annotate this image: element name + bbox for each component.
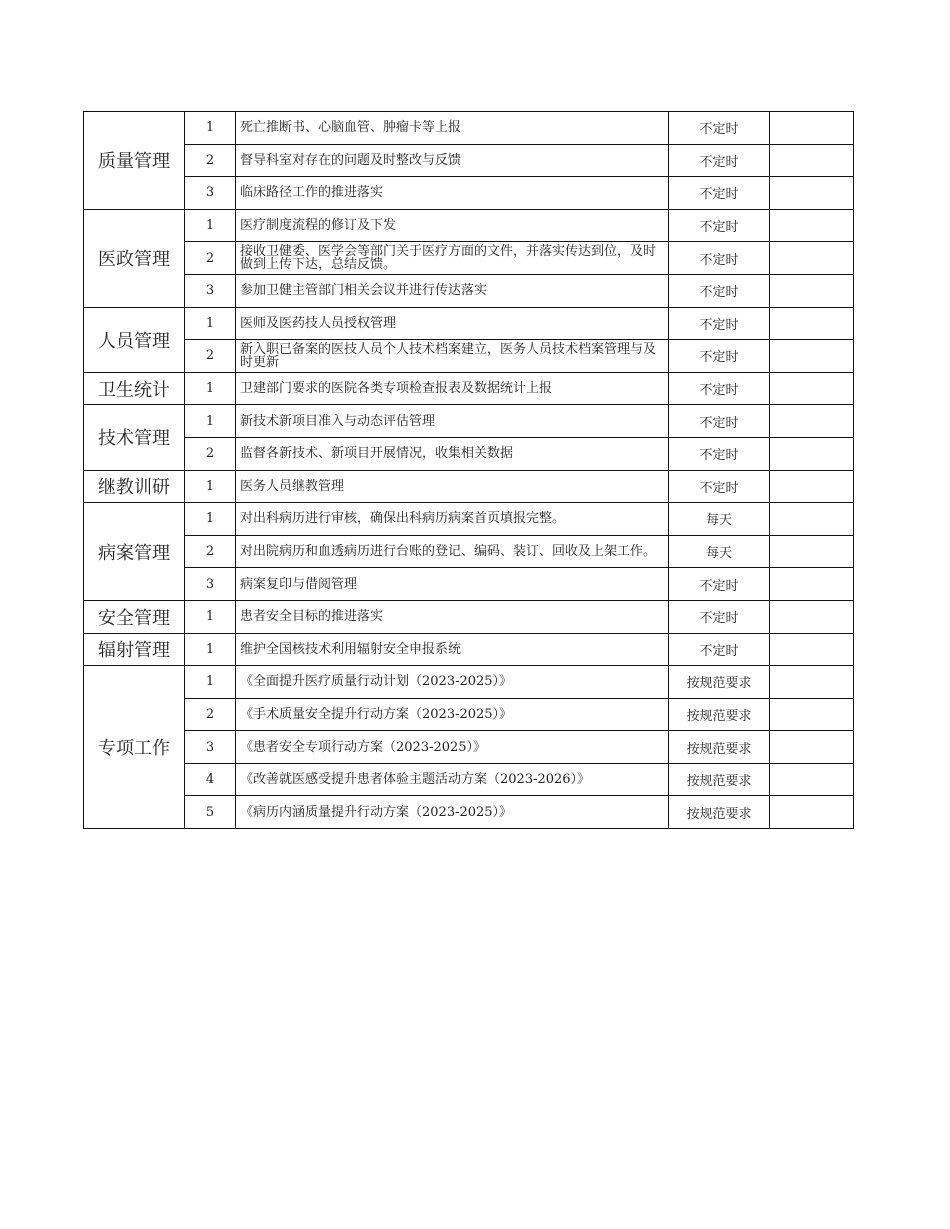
item-frequency-cell: 按规范要求 [669,731,770,764]
item-number-cell: 1 [185,666,236,699]
item-remark-cell [770,535,854,568]
item-frequency-cell: 不定时 [669,242,770,275]
item-frequency-cell: 不定时 [669,600,770,633]
item-number-cell: 1 [185,372,236,405]
item-remark-cell [770,796,854,829]
category-cell: 医政管理 [84,209,185,307]
work-plan-body [84,112,854,829]
item-content-cell: 《改善就医感受提升患者体验主题活动方案（2023-2026）》 [236,763,669,796]
table-row [84,666,854,699]
item-number-cell: 1 [185,209,236,242]
item-frequency-cell: 不定时 [669,405,770,438]
item-number-cell: 3 [185,177,236,210]
item-content-cell: 病案复印与借阅管理 [236,568,669,601]
table-row [84,274,854,307]
category-cell: 专项工作 [84,666,185,829]
table-row [84,340,854,373]
item-content-cell: 临床路径工作的推进落实 [236,177,669,210]
item-number-cell: 2 [185,437,236,470]
table-row [84,763,854,796]
item-remark-cell [770,633,854,666]
table-row [84,568,854,601]
item-number-cell: 5 [185,796,236,829]
category-cell: 卫生统计 [84,372,185,405]
category-cell: 辐射管理 [84,633,185,666]
item-remark-cell [770,372,854,405]
item-number-cell: 3 [185,568,236,601]
category-cell: 质量管理 [84,112,185,210]
work-plan-table [83,111,854,829]
item-remark-cell [770,209,854,242]
item-remark-cell [770,568,854,601]
item-content-cell: 接收卫健委、医学会等部门关于医疗方面的文件，并落实传达到位，及时做到上传下达，总结反馈。 [236,242,669,275]
item-content-cell: 《全面提升医疗质量行动计划（2023-2025）》 [236,666,669,699]
item-remark-cell [770,470,854,503]
item-content-cell: 医师及医药技人员授权管理 [236,307,669,340]
item-content-cell: 医疗制度流程的修订及下发 [236,209,669,242]
item-content-cell: 维护全国核技术利用辐射安全申报系统 [236,633,669,666]
item-frequency-cell: 不定时 [669,633,770,666]
item-number-cell: 2 [185,340,236,373]
item-remark-cell [770,177,854,210]
item-content-cell: 新技术新项目准入与动态评估管理 [236,405,669,438]
table-row [84,503,854,536]
item-number-cell: 3 [185,274,236,307]
item-content-cell: 医务人员继教管理 [236,470,669,503]
category-cell: 病案管理 [84,503,185,601]
category-cell: 安全管理 [84,600,185,633]
table-row [84,731,854,764]
item-content-cell: 对出科病历进行审核，确保出科病历病案首页填报完整。 [236,503,669,536]
item-number-cell: 1 [185,600,236,633]
item-frequency-cell: 按规范要求 [669,698,770,731]
item-number-cell: 4 [185,763,236,796]
table-row [84,698,854,731]
table-row [84,112,854,145]
table-row [84,470,854,503]
item-number-cell: 1 [185,307,236,340]
item-frequency-cell: 不定时 [669,470,770,503]
item-frequency-cell: 按规范要求 [669,796,770,829]
table-row [84,209,854,242]
item-remark-cell [770,340,854,373]
item-remark-cell [770,307,854,340]
item-content-cell: 患者安全目标的推进落实 [236,600,669,633]
table-row [84,242,854,275]
item-number-cell: 1 [185,405,236,438]
table-row [84,633,854,666]
table-row [84,177,854,210]
item-frequency-cell: 不定时 [669,568,770,601]
item-frequency-cell: 不定时 [669,372,770,405]
item-number-cell: 2 [185,535,236,568]
item-frequency-cell: 不定时 [669,209,770,242]
item-remark-cell [770,405,854,438]
item-content-cell: 监督各新技术、新项目开展情况，收集相关数据 [236,437,669,470]
item-content-cell: 督导科室对存在的问题及时整改与反馈 [236,144,669,177]
item-remark-cell [770,274,854,307]
table-row [84,535,854,568]
item-frequency-cell: 不定时 [669,177,770,210]
item-content-cell: 《患者安全专项行动方案（2023-2025）》 [236,731,669,764]
category-cell: 技术管理 [84,405,185,470]
table-row [84,372,854,405]
category-cell: 人员管理 [84,307,185,372]
item-remark-cell [770,731,854,764]
item-frequency-cell: 按规范要求 [669,763,770,796]
item-number-cell: 2 [185,698,236,731]
item-content-cell: 死亡推断书、心脑血管、肿瘤卡等上报 [236,112,669,145]
table-row [84,437,854,470]
table-row [84,307,854,340]
item-content-cell: 参加卫健主管部门相关会议并进行传达落实 [236,274,669,307]
table-row [84,600,854,633]
item-frequency-cell: 不定时 [669,144,770,177]
table-row [84,796,854,829]
item-remark-cell [770,666,854,699]
item-remark-cell [770,698,854,731]
item-content-cell: 对出院病历和血透病历进行台账的登记、编码、装订、回收及上架工作。 [236,535,669,568]
item-number-cell: 2 [185,144,236,177]
item-frequency-cell: 不定时 [669,307,770,340]
item-remark-cell [770,112,854,145]
item-content-cell: 卫建部门要求的医院各类专项检查报表及数据统计上报 [236,372,669,405]
item-number-cell: 2 [185,242,236,275]
item-content-cell: 《病历内涵质量提升行动方案（2023-2025）》 [236,796,669,829]
item-frequency-cell: 不定时 [669,274,770,307]
table-row [84,144,854,177]
item-frequency-cell: 不定时 [669,340,770,373]
item-remark-cell [770,763,854,796]
item-frequency-cell: 不定时 [669,437,770,470]
item-remark-cell [770,144,854,177]
item-content-cell: 《手术质量安全提升行动方案（2023-2025）》 [236,698,669,731]
item-frequency-cell: 按规范要求 [669,666,770,699]
item-remark-cell [770,503,854,536]
item-remark-cell [770,600,854,633]
item-number-cell: 1 [185,470,236,503]
item-remark-cell [770,242,854,275]
table-row [84,405,854,438]
item-frequency-cell: 每天 [669,503,770,536]
item-remark-cell [770,437,854,470]
category-cell: 继教训研 [84,470,185,503]
item-number-cell: 1 [185,633,236,666]
item-frequency-cell: 每天 [669,535,770,568]
item-number-cell: 3 [185,731,236,764]
item-number-cell: 1 [185,112,236,145]
item-number-cell: 1 [185,503,236,536]
item-frequency-cell: 不定时 [669,112,770,145]
item-content-cell: 新入职已备案的医技人员个人技术档案建立，医务人员技术档案管理与及时更新 [236,340,669,373]
